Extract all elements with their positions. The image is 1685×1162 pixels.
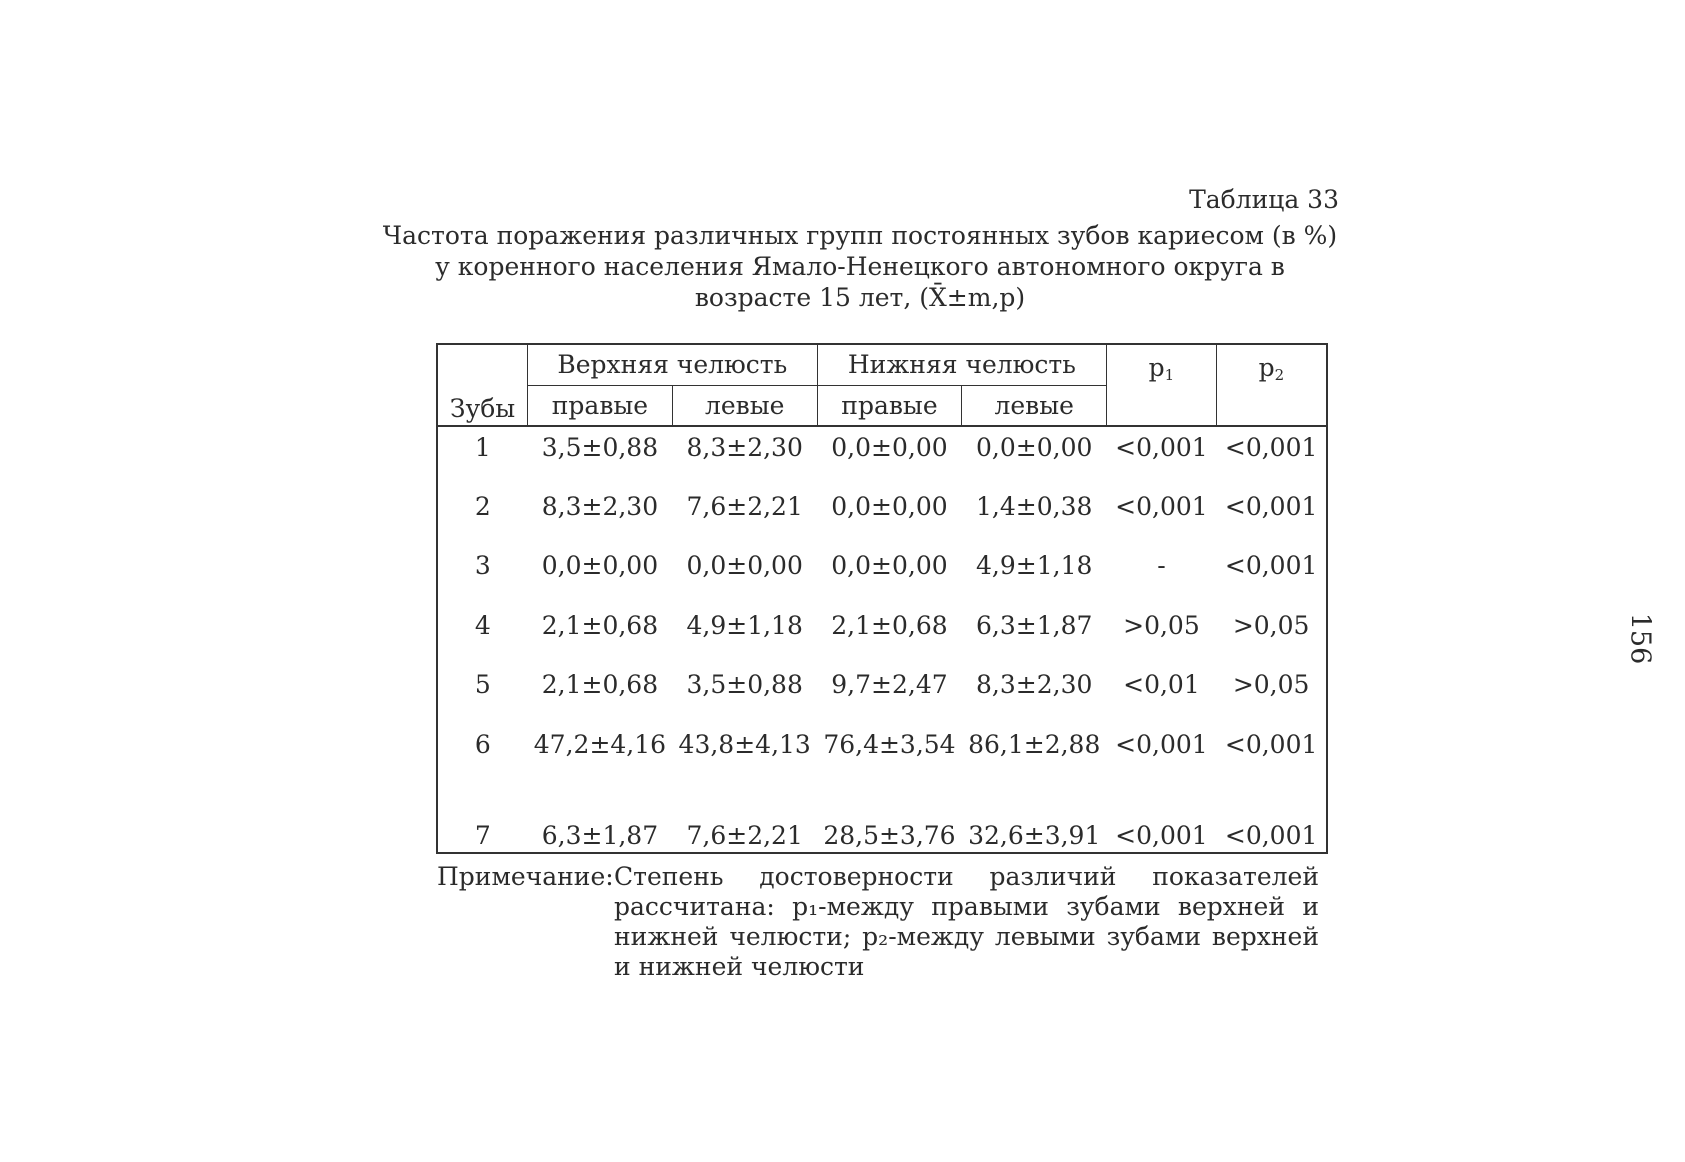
cell-upper-right: 8,3±2,30 <box>541 491 659 521</box>
cell-lower-right: 0,0±0,00 <box>831 433 948 462</box>
cell-p2: >0,05 <box>1216 664 1327 724</box>
cell-tooth: 7 <box>437 783 528 853</box>
cell-lower-right: 76,4±3,54 <box>823 729 956 759</box>
cell-upper-left: 0,0±0,00 <box>686 551 803 580</box>
cell-tooth: 3 <box>437 545 528 605</box>
cell-p1: <0,001 <box>1115 491 1208 521</box>
cell-tooth: 5 <box>437 664 528 724</box>
caption-line-3: возрасте 15 лет, (X̄±m,p) <box>694 283 1026 312</box>
cell-p2: <0,001 <box>1216 724 1327 784</box>
cell-upper-left: 7,6±2,21 <box>686 491 803 521</box>
header-p1-sub: 1 <box>1164 366 1175 384</box>
cell-lower-left: 1,4±0,38 <box>976 491 1093 521</box>
cell-upper-left: 4,9±1,18 <box>686 610 803 640</box>
cell-upper-right: 3,5±0,88 <box>541 433 659 462</box>
note-label: Примечание: <box>437 862 614 891</box>
cell-lower-left: 0,0±0,00 <box>976 433 1093 462</box>
cell-upper-right: 2,1±0,68 <box>541 610 659 640</box>
cell-upper-left: 3,5±0,88 <box>686 670 803 699</box>
cell-p2: <0,001 <box>1216 486 1327 546</box>
header-p1-base: p <box>1148 353 1165 382</box>
header-lower-jaw: Нижняя челюсть <box>817 344 1107 385</box>
page-number: 156 <box>1624 612 1656 665</box>
caption-line-1: Частота поражения различных групп постоянных зубов кариесом (в %) <box>382 221 1338 250</box>
table-row <box>437 486 1327 546</box>
table-row <box>437 426 1327 486</box>
cell-p2: <0,001 <box>1216 545 1327 605</box>
cell-upper-right: 47,2±4,16 <box>533 729 667 759</box>
caption-line-2: у коренного населения Ямало-Ненецкого автономного округа в <box>435 252 1285 281</box>
cell-lower-right: 2,1±0,68 <box>831 610 948 640</box>
header-p1 <box>1107 344 1217 426</box>
cell-tooth: 1 <box>437 426 528 486</box>
cell-tooth: 2 <box>437 486 528 546</box>
header-p2-base: p <box>1258 353 1275 382</box>
table-caption <box>380 220 1340 313</box>
cell-p2: <0,001 <box>1216 426 1327 486</box>
cell-upper-left: 7,6±2,21 <box>672 783 817 853</box>
header-lower-left: левые <box>962 385 1107 426</box>
cell-upper-right: 6,3±1,87 <box>528 783 673 853</box>
table-row <box>437 664 1327 724</box>
table-row <box>437 783 1327 853</box>
header-p2-sub: 2 <box>1274 366 1285 384</box>
cell-p1: <0,001 <box>1115 433 1208 462</box>
cell-lower-left: 4,9±1,18 <box>976 551 1093 580</box>
table-row <box>437 545 1327 605</box>
table-label: Таблица 33 <box>1189 185 1339 214</box>
cell-lower-right: 28,5±3,76 <box>817 783 962 853</box>
cell-lower-left: 8,3±2,30 <box>976 670 1093 699</box>
note-text: Степень достоверности различий показателей рассчитана: p₁-между правыми зубами верхней и нижней челюсти; p₂-между левыми зубами верхней и нижней челюсти <box>614 862 1319 981</box>
header-upper-right: правые <box>528 385 673 426</box>
cell-tooth: 6 <box>437 724 528 784</box>
cell-p1: <0,01 <box>1123 670 1200 699</box>
header-lower-right: правые <box>817 385 962 426</box>
cell-upper-left: 8,3±2,30 <box>686 433 803 462</box>
caries-frequency-table <box>436 343 1328 854</box>
cell-p1: <0,001 <box>1107 783 1217 853</box>
cell-lower-left: 6,3±1,87 <box>976 610 1093 640</box>
cell-upper-right: 0,0±0,00 <box>541 551 659 580</box>
header-upper-left: левые <box>672 385 817 426</box>
cell-lower-right: 9,7±2,47 <box>831 670 948 699</box>
table-row <box>437 605 1327 665</box>
cell-p1: >0,05 <box>1123 610 1200 640</box>
cell-p2: >0,05 <box>1216 605 1327 665</box>
cell-p1: <0,001 <box>1115 729 1208 759</box>
cell-lower-right: 0,0±0,00 <box>831 551 948 580</box>
header-p2 <box>1216 344 1327 426</box>
table-row <box>437 724 1327 784</box>
cell-upper-right: 2,1±0,68 <box>541 670 659 699</box>
cell-tooth: 4 <box>437 605 528 665</box>
cell-upper-left: 43,8±4,13 <box>678 729 811 759</box>
cell-p2: <0,001 <box>1216 783 1327 853</box>
cell-lower-left: 32,6±3,91 <box>962 783 1107 853</box>
cell-p1: - <box>1157 551 1166 580</box>
header-upper-jaw: Верхняя челюсть <box>528 344 818 385</box>
cell-lower-right: 0,0±0,00 <box>831 491 948 521</box>
cell-lower-left: 86,1±2,88 <box>968 729 1101 759</box>
header-teeth: Зубы <box>437 344 528 426</box>
